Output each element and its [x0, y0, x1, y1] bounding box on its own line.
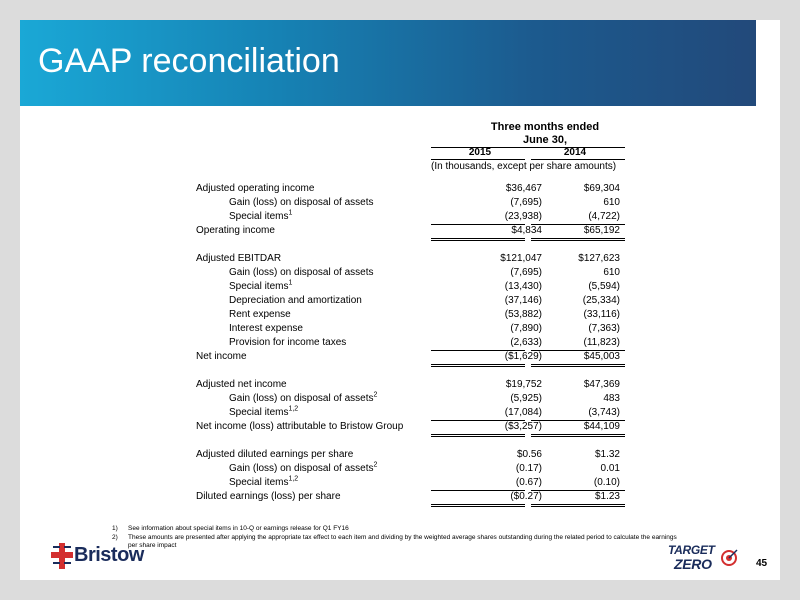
total-double-rule	[531, 364, 625, 365]
table-row	[20, 406, 780, 420]
row-label-text: Net income (loss) attributable to Bristow Group	[196, 421, 404, 432]
table-row	[20, 266, 780, 280]
table-row	[20, 350, 780, 364]
value-2015: ($3,257)	[504, 421, 542, 432]
row-label	[196, 350, 247, 364]
value-2015: (37,146)	[504, 295, 542, 306]
row-label-text: Gain (loss) on disposal of assets	[229, 197, 374, 208]
row-label	[196, 448, 353, 462]
row-label	[229, 294, 362, 308]
header-three-months: Three months ended	[490, 121, 600, 133]
row-label-text: Adjusted EBITDAR	[196, 253, 282, 264]
value-2015: (7,695)	[510, 267, 542, 278]
table-row	[20, 392, 780, 406]
value-2014: (25,334)	[582, 295, 620, 306]
row-label	[229, 280, 292, 294]
row-label-text: Gain (loss) on disposal of assets	[229, 267, 374, 278]
header-june-30: June 30,	[522, 134, 568, 146]
value-2015: (2,633)	[510, 337, 542, 348]
footnote-2-cont: per share impact	[128, 542, 177, 549]
value-2014: (3,743)	[588, 407, 620, 418]
total-double-rule	[431, 240, 525, 241]
row-label	[196, 252, 281, 266]
row-label-text: Adjusted net income	[196, 379, 287, 390]
page-number: 45	[756, 558, 768, 569]
value-2014: $45,003	[583, 351, 620, 362]
total-double-rule	[531, 504, 625, 505]
row-label-text: Special items	[229, 281, 289, 292]
value-2015: (13,430)	[504, 281, 542, 292]
total-double-rule	[531, 238, 625, 239]
value-2015: ($0.27)	[510, 491, 542, 502]
footnote-marker: 1	[288, 279, 293, 287]
row-label-text: Operating income	[196, 225, 275, 236]
value-2015: (53,882)	[504, 309, 542, 320]
subtotal-rule	[531, 224, 625, 225]
table-row	[20, 224, 780, 238]
table-row	[20, 308, 780, 322]
value-2015: $19,752	[505, 379, 542, 390]
row-label-text: Special items	[229, 407, 289, 418]
table-row	[20, 462, 780, 476]
row-label-text: Interest expense	[229, 323, 303, 334]
row-label-text: Net income	[196, 351, 247, 362]
subtotal-rule	[531, 420, 625, 421]
row-label	[229, 392, 377, 406]
row-label	[229, 462, 377, 476]
row-label	[196, 224, 275, 238]
table-row	[20, 294, 780, 308]
footnote-2-num: 2)	[112, 534, 118, 541]
footnote-2: These amounts are presented after applying the appropriate tax effect to each item and dividing by the weighted average shares outstanding during the related period to calculate the earnings	[128, 534, 677, 541]
table-row	[20, 210, 780, 224]
footnote-marker: 1,2	[288, 475, 299, 483]
value-2015: (7,890)	[510, 323, 542, 334]
total-double-rule	[431, 434, 525, 435]
row-label-text: Adjusted diluted earnings per share	[196, 449, 354, 460]
value-2014: 483	[603, 393, 620, 404]
row-label-text: Depreciation and amortization	[229, 295, 362, 306]
row-label	[196, 378, 287, 392]
value-2014: (33,116)	[583, 309, 620, 320]
table-row	[20, 476, 780, 490]
row-label	[229, 266, 374, 280]
target-zero-line2: ZERO	[674, 556, 712, 572]
slide	[20, 20, 780, 580]
row-label-text: Gain (loss) on disposal of assets	[229, 393, 374, 404]
total-double-rule	[431, 238, 525, 239]
footnote-marker: 2	[373, 391, 378, 399]
value-2014: $44,109	[583, 421, 620, 432]
value-2014: $1.23	[594, 491, 620, 502]
row-label	[229, 476, 298, 490]
target-zero-logo	[668, 541, 740, 575]
row-label	[229, 322, 303, 336]
row-label-text: Rent expense	[229, 309, 291, 320]
total-double-rule	[431, 506, 525, 507]
row-label	[196, 182, 314, 196]
row-label	[196, 420, 403, 434]
value-2014: $127,623	[578, 253, 620, 264]
table-row	[20, 280, 780, 294]
units-note: (In thousands, except per share amounts)	[431, 161, 617, 172]
total-double-rule	[531, 240, 625, 241]
value-2015: (17,084)	[504, 407, 542, 418]
row-label	[229, 406, 298, 420]
value-2015: (23,938)	[504, 211, 542, 222]
table-row	[20, 448, 780, 462]
table-row	[20, 490, 780, 504]
row-label	[229, 210, 292, 224]
subtotal-rule	[531, 350, 625, 351]
subtotal-rule	[431, 350, 525, 351]
value-2015: $0.56	[516, 449, 542, 460]
subtotal-rule	[431, 420, 525, 421]
table-row	[20, 196, 780, 210]
value-2014: $47,369	[583, 379, 620, 390]
target-icon	[720, 549, 738, 567]
total-double-rule	[531, 436, 625, 437]
footnote-marker: 2	[373, 461, 378, 469]
value-2014: $1.32	[594, 449, 620, 460]
table-row	[20, 420, 780, 434]
column-rule-2014	[531, 159, 625, 160]
bristow-emblem-icon	[50, 541, 74, 571]
value-2014: 610	[603, 267, 620, 278]
table-row	[20, 322, 780, 336]
footnote-1: See information about special items in 10-Q or earnings release for Q1 FY16	[128, 525, 349, 532]
total-double-rule	[431, 504, 525, 505]
value-2015: $36,467	[505, 183, 542, 194]
column-2015: 2015	[468, 147, 492, 158]
value-2014: $69,304	[583, 183, 620, 194]
total-double-rule	[431, 364, 525, 365]
footnote-1-num: 1)	[112, 525, 118, 532]
value-2015: $121,047	[500, 253, 542, 264]
footnote-marker: 1,2	[288, 405, 299, 413]
value-2014: 610	[603, 197, 620, 208]
title-bar	[20, 20, 756, 106]
value-2014: 0.01	[600, 463, 620, 474]
total-double-rule	[431, 366, 525, 367]
total-double-rule	[531, 434, 625, 435]
table-row	[20, 336, 780, 350]
target-zero-line1: TARGET	[668, 543, 715, 557]
value-2014: $65,192	[583, 225, 620, 236]
row-label	[196, 490, 341, 504]
value-2015: (5,925)	[510, 393, 542, 404]
row-label	[229, 196, 374, 210]
row-label-text: Gain (loss) on disposal of assets	[229, 463, 374, 474]
row-label-text: Diluted earnings (loss) per share	[196, 491, 341, 502]
value-2014: (7,363)	[588, 323, 620, 334]
row-label-text: Adjusted operating income	[196, 183, 315, 194]
subtotal-rule	[531, 490, 625, 491]
row-label	[229, 308, 291, 322]
total-double-rule	[531, 366, 625, 367]
value-2014: (4,722)	[588, 211, 620, 222]
total-double-rule	[431, 436, 525, 437]
value-2015: ($1,629)	[504, 351, 542, 362]
table-row	[20, 252, 780, 266]
row-label-text: Provision for income taxes	[229, 337, 347, 348]
row-label	[229, 336, 346, 350]
column-2014: 2014	[563, 147, 587, 158]
table-row	[20, 182, 780, 196]
subtotal-rule	[431, 490, 525, 491]
footnote-marker: 1	[288, 209, 293, 217]
row-label-text: Special items	[229, 211, 289, 222]
table-row	[20, 378, 780, 392]
bristow-logo	[50, 541, 160, 571]
value-2015: (0.17)	[515, 463, 542, 474]
subtotal-rule	[431, 224, 525, 225]
value-2015: (7,695)	[510, 197, 542, 208]
value-2014: (0.10)	[593, 477, 620, 488]
column-rule-2015	[431, 159, 525, 160]
slide-title: GAAP reconciliation	[38, 42, 340, 80]
value-2014: (5,594)	[588, 281, 620, 292]
total-double-rule	[531, 506, 625, 507]
value-2015: (0.67)	[515, 477, 542, 488]
row-label-text: Special items	[229, 477, 289, 488]
value-2015: $4,834	[511, 225, 542, 236]
bristow-wordmark: Bristow	[74, 544, 144, 566]
value-2014: (11,823)	[583, 337, 620, 348]
